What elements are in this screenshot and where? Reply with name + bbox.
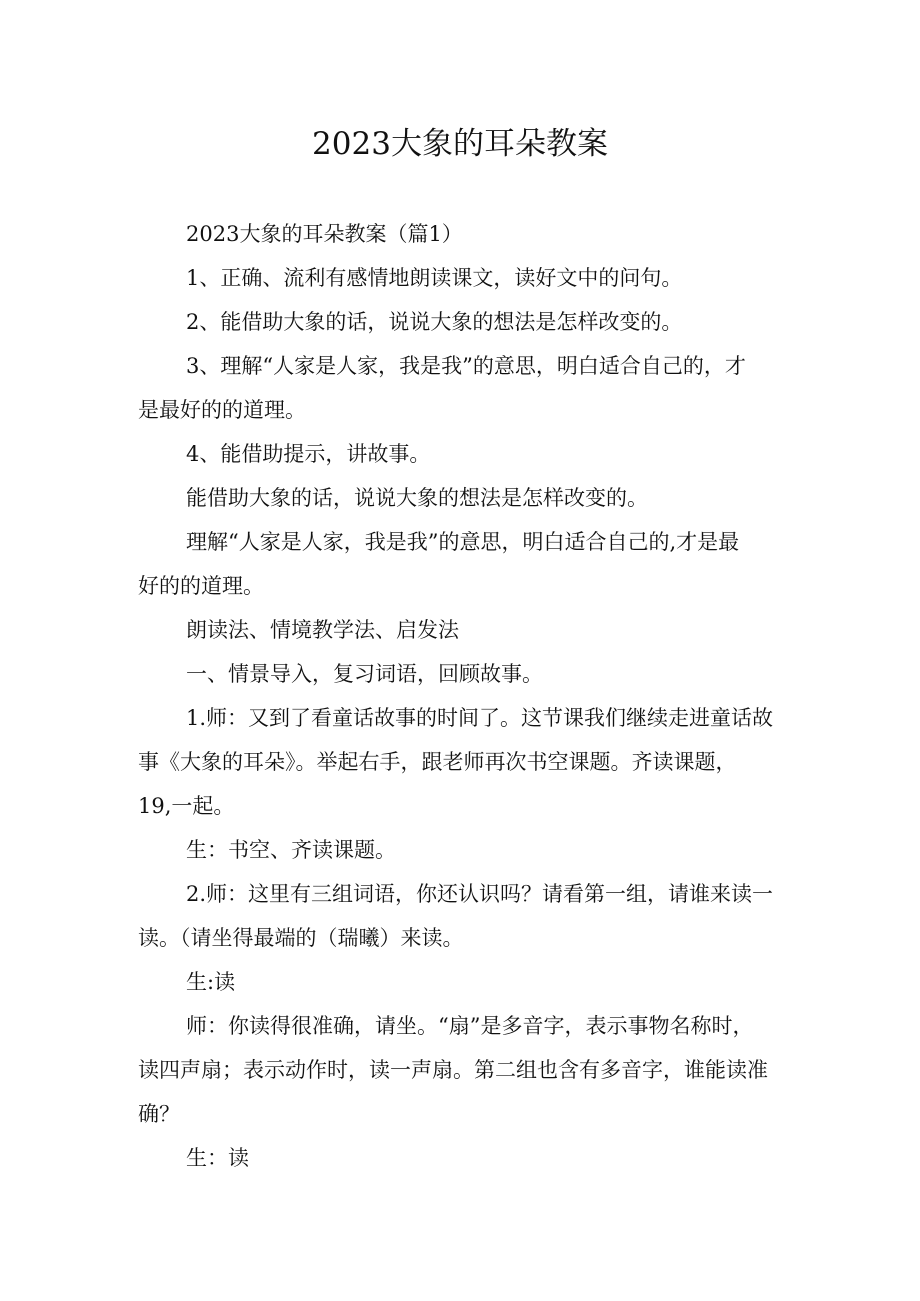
document-line: 3、理解“人家是人家，我是我”的意思，明白适合自己的，才: [186, 354, 746, 378]
document-body: [138, 212, 786, 1180]
document-line: 能借助大象的话，说说大象的想法是怎样改变的。: [186, 486, 648, 510]
document-line: 一、情景导入，复习词语，回顾故事。: [186, 662, 543, 686]
document-line: 师：你读得很准确，请坐。“扇”是多音字，表示事物名称时，: [186, 1014, 754, 1038]
document-line: 生：读: [186, 1146, 249, 1170]
document-line: 确？: [138, 1102, 180, 1126]
document-line: 生：书空、齐读课题。: [186, 838, 396, 862]
document-line: 1.师：又到了看童话故事的时间了。这节课我们继续走进童话故: [186, 706, 774, 730]
document-line: 事《大象的耳朵》。举起右手，跟老师再次书空课题。齐读课题，: [138, 750, 737, 774]
document-line: 读四声扇；表示动作时，读一声扇。第二组也含有多音字，谁能读准: [138, 1058, 768, 1082]
document-line: 是最好的的道理。: [138, 398, 306, 422]
document-line: 4、能借助提示，讲故事。: [186, 442, 431, 466]
document-line: 2.师：这里有三组词语，你还认识吗？请看第一组，请谁来读一: [186, 882, 774, 906]
document-line: 1、正确、流利有感情地朗读课文，读好文中的问句。: [186, 266, 683, 290]
document-line: 理解“人家是人家，我是我”的意思，明白适合自己的,才是最: [186, 530, 740, 554]
document-line: 19,一起。: [138, 794, 235, 818]
document-line: 读。（请坐得最端的（瑞曦）来读。: [138, 926, 464, 950]
document-line: 朗读法、情境教学法、启发法: [186, 618, 459, 642]
document-line: 生:读: [186, 970, 236, 994]
document-line: 2、能借助大象的话，说说大象的想法是怎样改变的。: [186, 310, 683, 334]
document-title: 2023大象的耳朵教案: [312, 126, 608, 162]
document-line: 好的的道理。: [138, 574, 264, 598]
document-line: 2023大象的耳朵教案（篇1）: [186, 222, 463, 246]
